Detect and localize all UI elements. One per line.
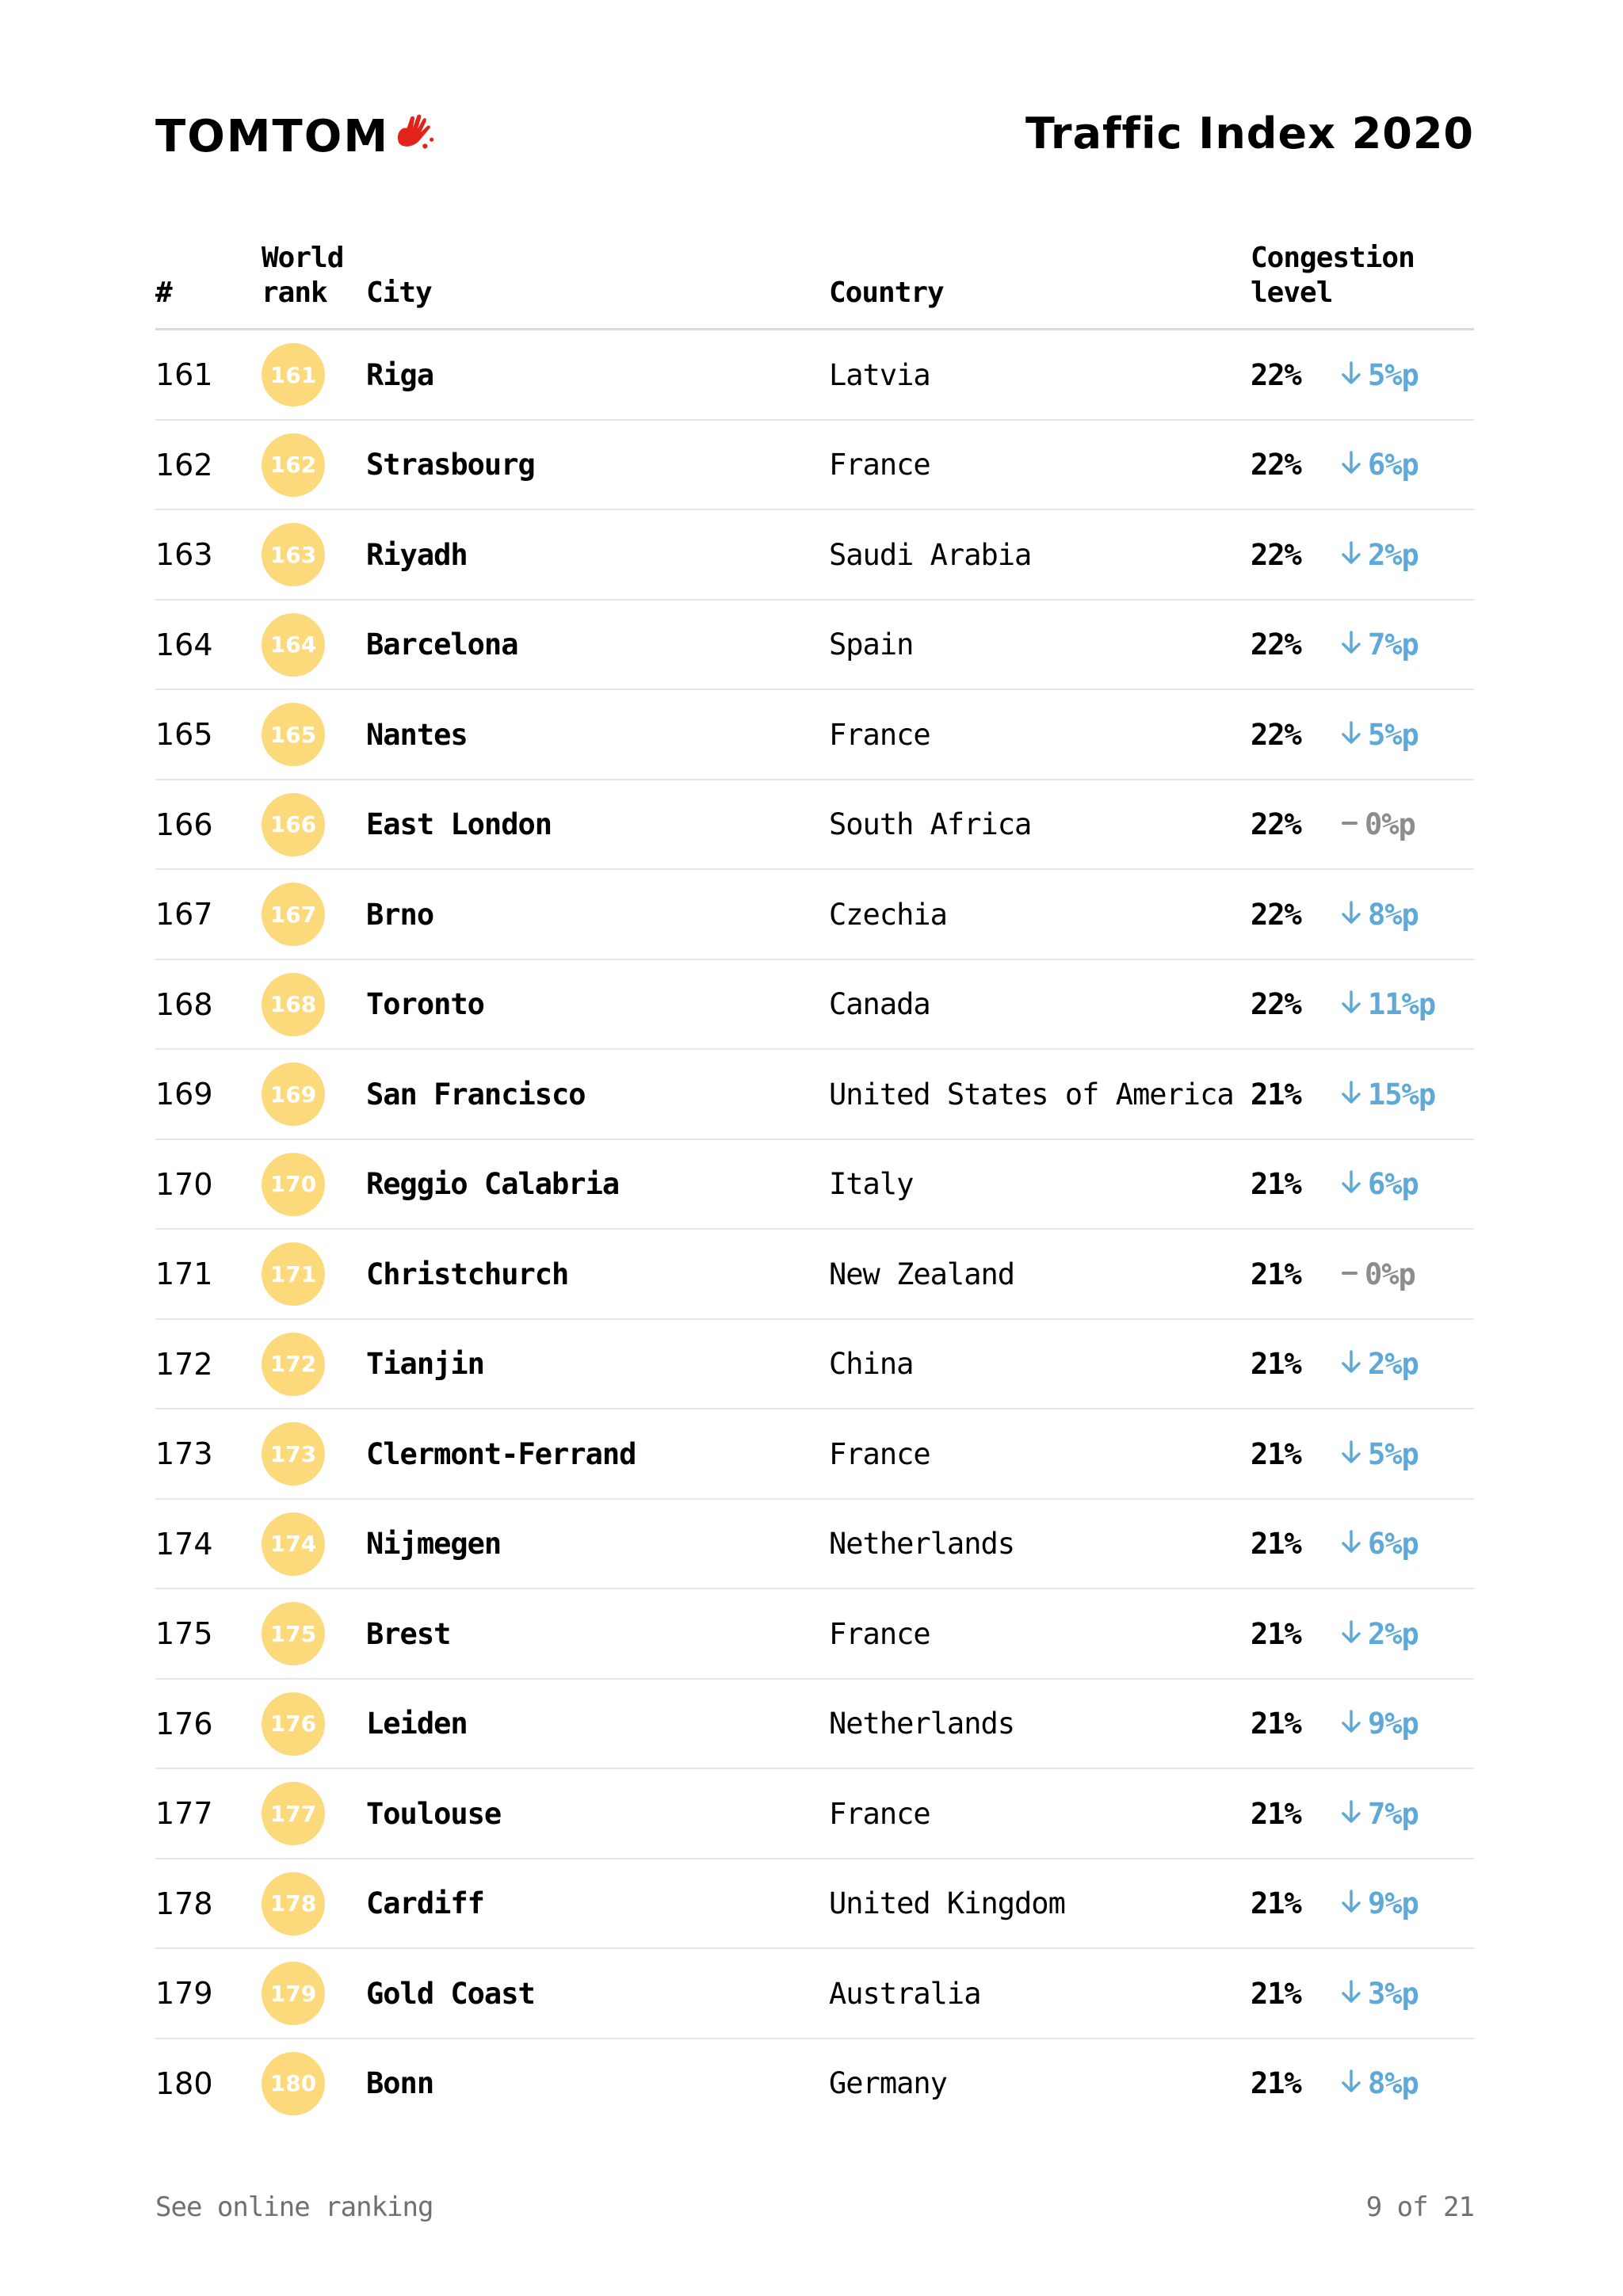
arrow-down-icon — [1341, 1886, 1361, 1920]
congestion-change: 2%p — [1341, 510, 1419, 599]
row-number: 171 — [155, 1257, 213, 1291]
congestion-level: 21% — [1251, 1616, 1301, 1651]
rank-badge-circle: 163 — [262, 523, 325, 586]
table-row — [155, 1409, 1474, 1500]
congestion-level: 22% — [1251, 897, 1301, 932]
country-name: China — [829, 1347, 914, 1381]
rank-badge-circle: 168 — [262, 973, 325, 1036]
country-name: Latvia — [829, 357, 930, 392]
congestion-level: 22% — [1251, 537, 1301, 572]
row-number: 175 — [155, 1616, 213, 1651]
table-row — [155, 1949, 1474, 2039]
city-name: East London — [366, 807, 552, 841]
congestion-change: 2%p — [1341, 1589, 1419, 1678]
congestion-level: 22% — [1251, 357, 1301, 392]
congestion-change: 6%p — [1341, 421, 1419, 509]
congestion-change: 8%p — [1341, 870, 1419, 959]
city-name: Reggio Calabria — [366, 1167, 620, 1201]
city-name: Riga — [366, 357, 434, 392]
world-rank-badge — [262, 1050, 325, 1138]
city-name: Toronto — [366, 987, 484, 1021]
country-name: Spain — [829, 627, 914, 662]
tomtom-logo — [155, 109, 441, 165]
page-header — [155, 95, 1474, 174]
arrow-down-icon — [1341, 1167, 1361, 1201]
congestion-change: 0%p — [1341, 780, 1415, 869]
world-rank-badge — [262, 1949, 325, 2038]
city-name: Clermont-Ferrand — [366, 1436, 636, 1471]
arrow-down-icon — [1341, 1527, 1361, 1561]
rank-badge-circle: 180 — [262, 2052, 325, 2115]
col-number-header: # — [155, 277, 172, 309]
table-header — [155, 236, 1474, 330]
world-rank-badge — [262, 330, 325, 419]
arrow-down-icon — [1341, 627, 1361, 662]
rank-badge-circle: 170 — [262, 1153, 325, 1216]
rank-badge-circle: 175 — [262, 1602, 325, 1665]
row-number: 161 — [155, 357, 213, 392]
arrow-down-icon — [1341, 1707, 1361, 1741]
congestion-level: 22% — [1251, 627, 1301, 662]
city-name: Leiden — [366, 1707, 468, 1741]
rank-badge-circle: 164 — [262, 613, 325, 677]
arrow-down-icon — [1341, 1437, 1361, 1471]
row-number: 177 — [155, 1796, 213, 1831]
rank-badge-circle: 171 — [262, 1242, 325, 1306]
country-name: Australia — [829, 1976, 981, 2011]
table-body — [155, 330, 1474, 2127]
country-name: France — [829, 448, 930, 482]
arrow-down-icon — [1341, 1077, 1361, 1112]
congestion-change: 7%p — [1341, 1769, 1419, 1858]
logo-text: TOMTOM — [155, 111, 390, 162]
row-number: 178 — [155, 1886, 213, 1921]
world-rank-badge — [262, 1769, 325, 1858]
city-name: San Francisco — [366, 1077, 586, 1112]
world-rank-badge — [262, 780, 325, 869]
table-row — [155, 1500, 1474, 1590]
city-name: Barcelona — [366, 627, 518, 662]
table-row — [155, 1769, 1474, 1859]
arrow-down-icon — [1341, 538, 1361, 572]
country-name: United States of America — [829, 1077, 1234, 1112]
world-rank-badge — [262, 960, 325, 1049]
country-name: United Kingdom — [829, 1886, 1065, 1920]
row-number: 168 — [155, 986, 213, 1022]
country-name: France — [829, 1436, 930, 1471]
row-number: 180 — [155, 2065, 213, 2101]
congestion-change: 0%p — [1341, 1230, 1415, 1318]
row-number: 166 — [155, 807, 213, 842]
country-name: Czechia — [829, 897, 947, 932]
row-number: 165 — [155, 717, 213, 752]
congestion-level: 21% — [1251, 2066, 1301, 2100]
rank-badge-circle: 176 — [262, 1692, 325, 1756]
congestion-level: 22% — [1251, 987, 1301, 1021]
rank-badge-circle: 167 — [262, 883, 325, 946]
page-number: 9 of 21 — [1365, 2191, 1474, 2223]
rank-badge-circle: 166 — [262, 793, 325, 856]
rank-badge-circle: 173 — [262, 1422, 325, 1486]
congestion-change: 7%p — [1341, 601, 1419, 689]
country-name: Netherlands — [829, 1527, 1015, 1561]
row-number: 163 — [155, 537, 213, 572]
rank-badge-circle: 161 — [262, 343, 325, 406]
arrow-down-icon — [1341, 448, 1361, 482]
table-row — [155, 960, 1474, 1051]
table-row — [155, 780, 1474, 871]
congestion-change: 9%p — [1341, 1859, 1419, 1948]
congestion-level: 21% — [1251, 1976, 1301, 2011]
rank-badge-circle: 169 — [262, 1062, 325, 1126]
congestion-change: 5%p — [1341, 1409, 1419, 1498]
country-name: Saudi Arabia — [829, 537, 1032, 572]
city-name: Tianjin — [366, 1347, 484, 1381]
world-rank-badge — [262, 690, 325, 779]
rank-badge-circle: 172 — [262, 1333, 325, 1396]
table-row — [155, 690, 1474, 780]
arrow-down-icon — [1341, 1797, 1361, 1831]
congestion-level: 21% — [1251, 1886, 1301, 1920]
city-name: Strasbourg — [366, 448, 535, 482]
col-city-header: City — [366, 277, 432, 309]
table-row — [155, 510, 1474, 601]
congestion-level: 21% — [1251, 1436, 1301, 1471]
world-rank-badge — [262, 1500, 325, 1589]
row-number: 174 — [155, 1526, 213, 1562]
congestion-level: 21% — [1251, 1257, 1301, 1291]
arrow-down-icon — [1341, 1347, 1361, 1381]
congestion-level: 21% — [1251, 1347, 1301, 1381]
congestion-level: 22% — [1251, 448, 1301, 482]
table-row — [155, 870, 1474, 960]
arrow-down-icon — [1341, 2066, 1361, 2100]
world-rank-badge — [262, 1409, 325, 1498]
country-name: France — [829, 717, 930, 752]
country-name: France — [829, 1616, 930, 1651]
country-name: New Zealand — [829, 1257, 1015, 1291]
row-number: 176 — [155, 1706, 213, 1741]
congestion-change: 6%p — [1341, 1140, 1419, 1229]
congestion-level: 22% — [1251, 807, 1301, 841]
ranking-table — [155, 236, 1474, 2127]
city-name: Gold Coast — [366, 1976, 535, 2011]
table-row — [155, 1680, 1474, 1770]
arrow-down-icon — [1341, 1977, 1361, 2011]
congestion-level: 22% — [1251, 717, 1301, 752]
arrow-down-icon — [1341, 987, 1361, 1021]
country-name: Italy — [829, 1167, 914, 1201]
rank-badge-circle: 162 — [262, 433, 325, 497]
table-row — [155, 1859, 1474, 1950]
row-number: 167 — [155, 897, 213, 932]
country-name: France — [829, 1796, 930, 1831]
congestion-level: 21% — [1251, 1796, 1301, 1831]
world-rank-badge — [262, 1230, 325, 1318]
table-row — [155, 2039, 1474, 2128]
online-ranking-link[interactable]: See online ranking — [155, 2191, 433, 2223]
table-row — [155, 601, 1474, 691]
col-country-header: Country — [829, 277, 944, 309]
table-row — [155, 1140, 1474, 1230]
congestion-change: 9%p — [1341, 1680, 1419, 1768]
world-rank-badge — [262, 421, 325, 509]
congestion-level: 21% — [1251, 1077, 1301, 1112]
rank-badge-circle: 179 — [262, 1962, 325, 2025]
congestion-level: 21% — [1251, 1527, 1301, 1561]
congestion-change: 5%p — [1341, 690, 1419, 779]
world-rank-badge — [262, 2039, 325, 2128]
rank-badge-circle: 174 — [262, 1512, 325, 1576]
col-congestion-header: Congestion level — [1251, 242, 1415, 309]
tomtom-hands-icon — [392, 110, 441, 159]
world-rank-badge — [262, 510, 325, 599]
world-rank-badge — [262, 870, 325, 959]
row-number: 172 — [155, 1346, 213, 1382]
document-title: Traffic Index 2020 — [1025, 109, 1474, 158]
dash-icon — [1341, 807, 1358, 841]
congestion-change: 3%p — [1341, 1949, 1419, 2038]
arrow-down-icon — [1341, 898, 1361, 932]
world-rank-badge — [262, 1140, 325, 1229]
congestion-change: 2%p — [1341, 1320, 1419, 1409]
row-number: 169 — [155, 1077, 213, 1112]
country-name: Germany — [829, 2066, 947, 2100]
city-name: Brno — [366, 897, 434, 932]
table-row — [155, 330, 1474, 421]
congestion-level: 21% — [1251, 1707, 1301, 1741]
congestion-level: 21% — [1251, 1167, 1301, 1201]
world-rank-badge — [262, 1680, 325, 1768]
table-row — [155, 421, 1474, 511]
congestion-change: 15%p — [1341, 1050, 1435, 1138]
country-name: Canada — [829, 987, 930, 1021]
country-name: South Africa — [829, 807, 1032, 841]
row-number: 162 — [155, 447, 213, 482]
world-rank-badge — [262, 1320, 325, 1409]
table-row — [155, 1320, 1474, 1410]
rank-badge-circle: 178 — [262, 1872, 325, 1936]
city-name: Nijmegen — [366, 1527, 502, 1561]
rank-badge-circle: 177 — [262, 1782, 325, 1845]
city-name: Nantes — [366, 717, 468, 752]
city-name: Bonn — [366, 2066, 434, 2100]
city-name: Cardiff — [366, 1886, 484, 1920]
city-name: Christchurch — [366, 1257, 569, 1291]
arrow-down-icon — [1341, 358, 1361, 392]
congestion-change: 8%p — [1341, 2039, 1419, 2128]
world-rank-line2: rank — [262, 277, 327, 309]
congestion-change: 11%p — [1341, 960, 1435, 1049]
world-rank-badge — [262, 1589, 325, 1678]
city-name: Riyadh — [366, 537, 468, 572]
row-number: 164 — [155, 627, 213, 662]
row-number: 170 — [155, 1166, 213, 1202]
country-name: Netherlands — [829, 1707, 1015, 1741]
dash-icon — [1341, 1257, 1358, 1291]
city-name: Brest — [366, 1616, 451, 1651]
table-row — [155, 1589, 1474, 1680]
col-world-rank-header — [262, 241, 343, 311]
world-rank-line1: World — [262, 242, 344, 274]
table-row — [155, 1050, 1474, 1140]
arrow-down-icon — [1341, 718, 1361, 752]
row-number: 179 — [155, 1976, 213, 2011]
row-number: 173 — [155, 1436, 213, 1471]
table-row — [155, 1230, 1474, 1320]
congestion-change: 6%p — [1341, 1500, 1419, 1589]
city-name: Toulouse — [366, 1796, 502, 1831]
congestion-change: 5%p — [1341, 330, 1419, 419]
arrow-down-icon — [1341, 1617, 1361, 1651]
world-rank-badge — [262, 1859, 325, 1948]
world-rank-badge — [262, 601, 325, 689]
rank-badge-circle: 165 — [262, 703, 325, 766]
